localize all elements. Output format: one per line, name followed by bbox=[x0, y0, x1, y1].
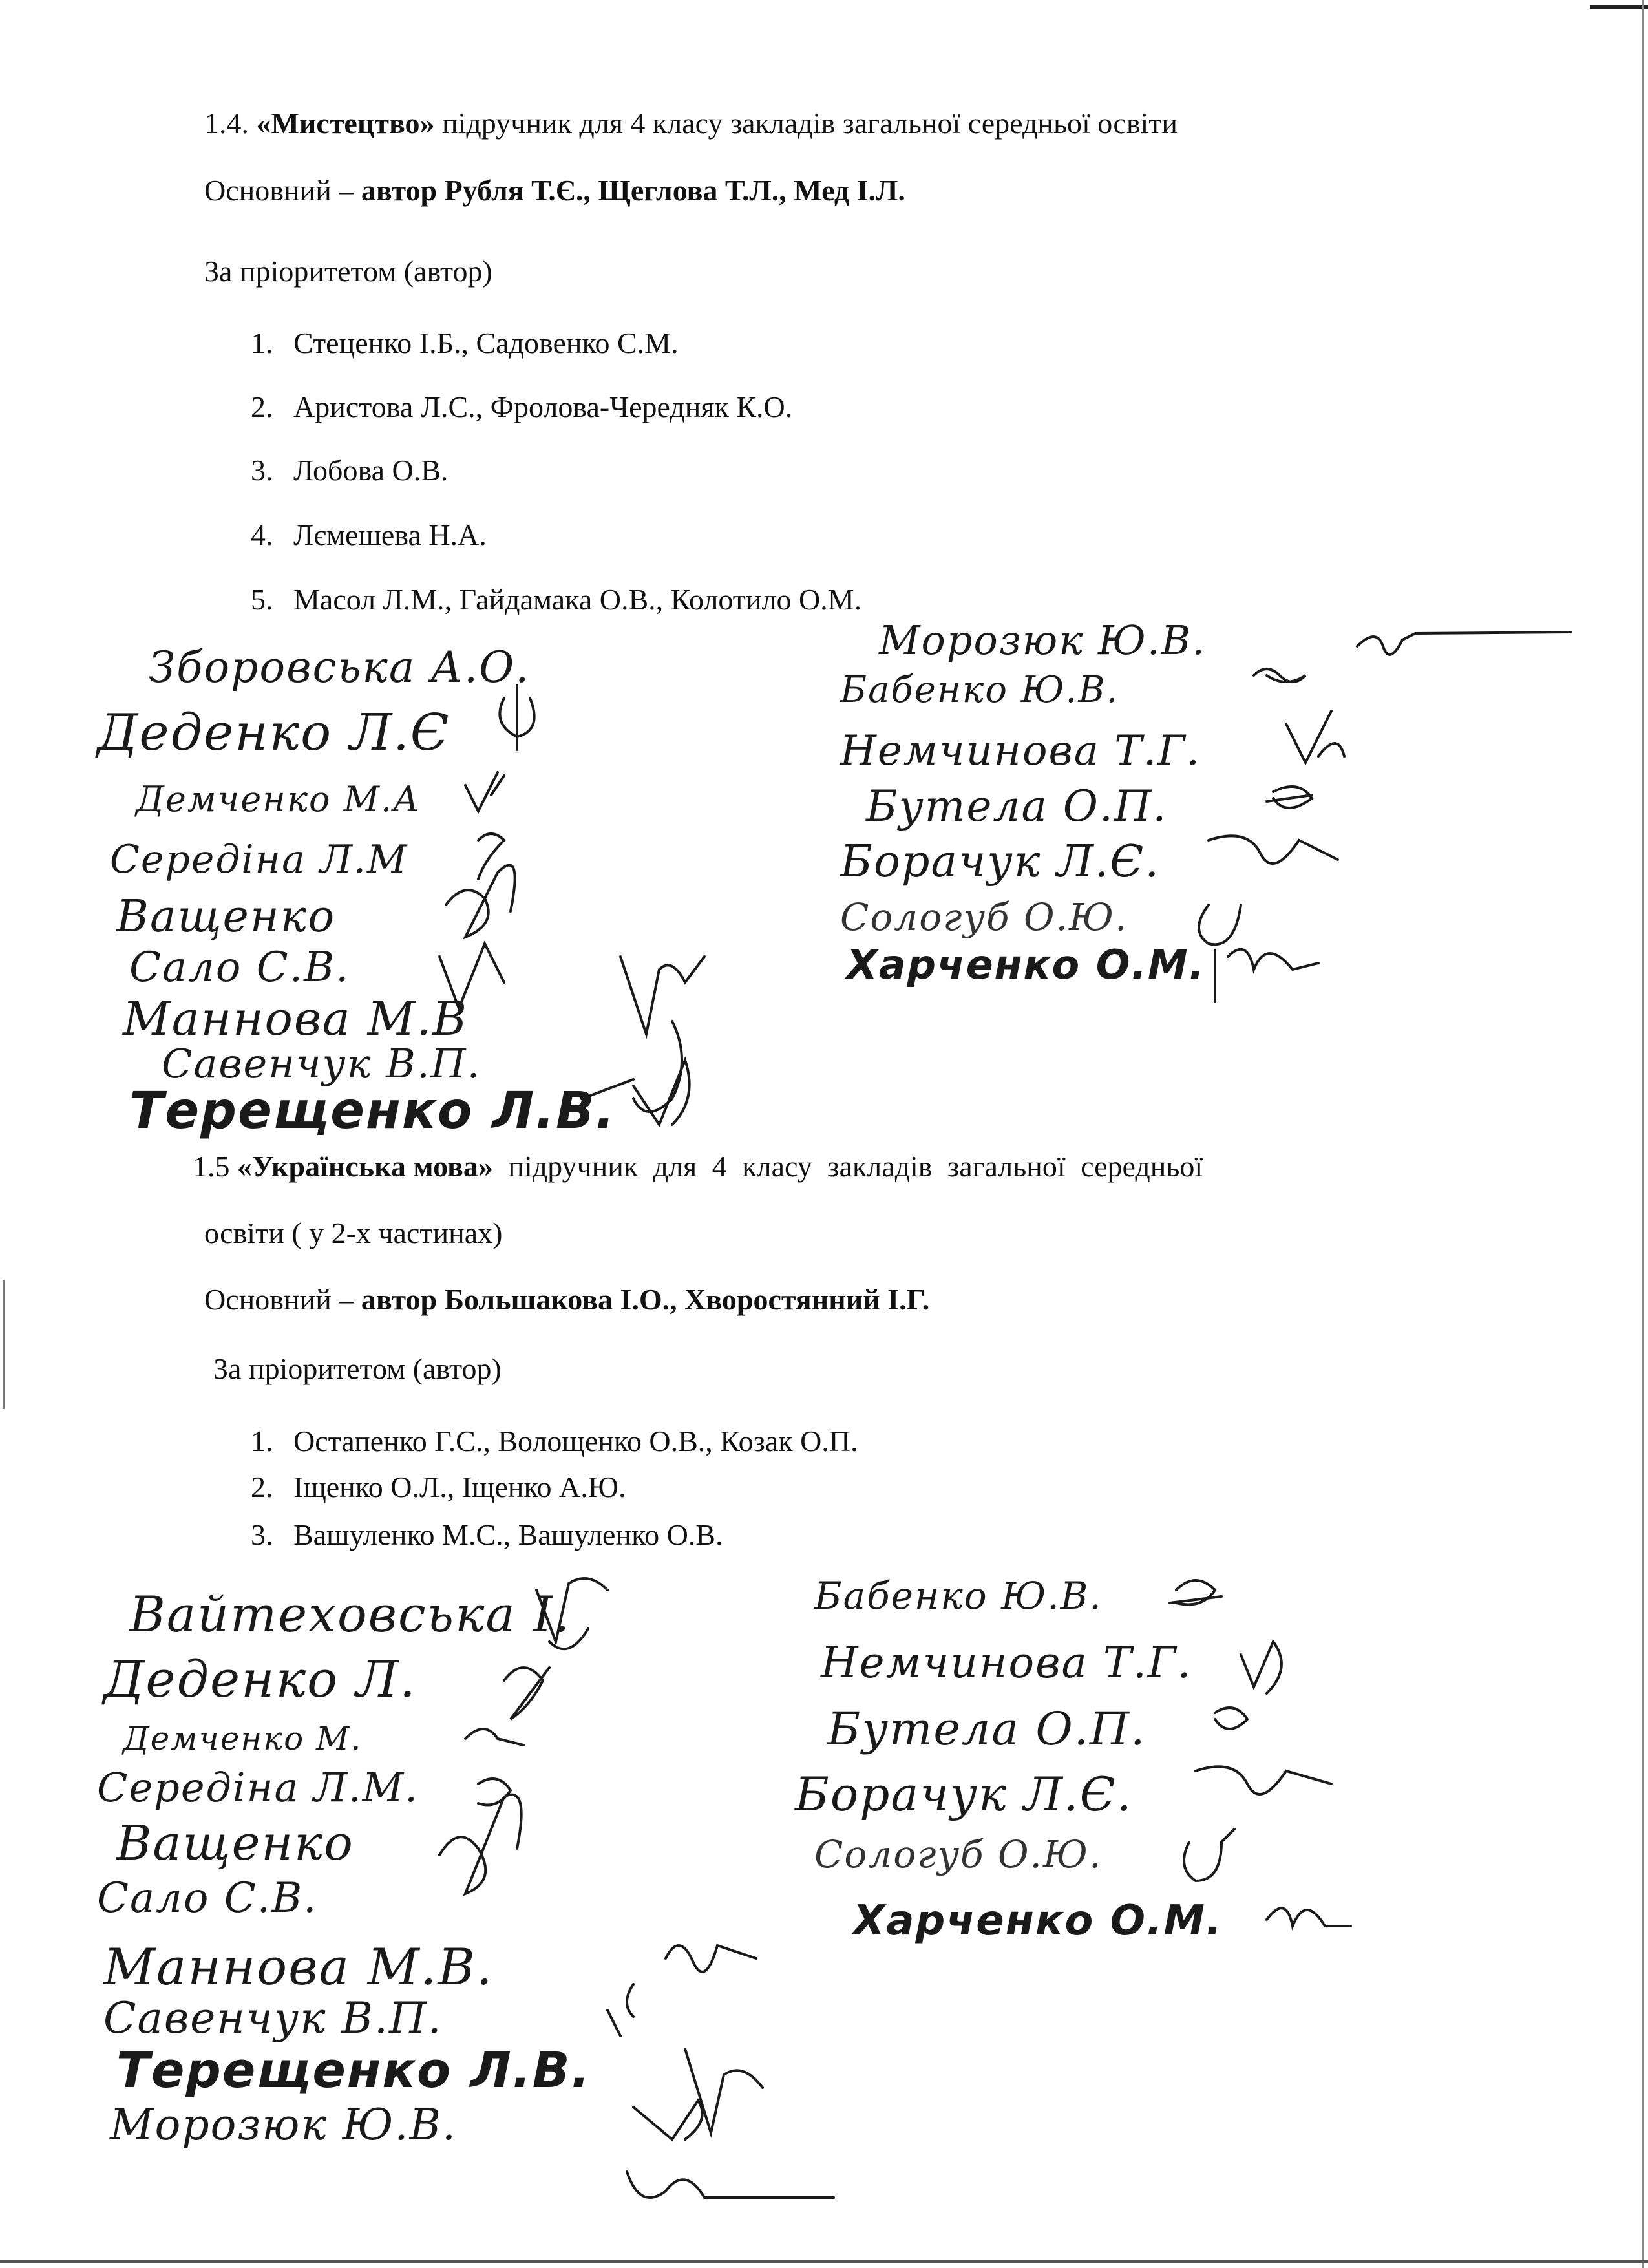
signature: Деденко Л. bbox=[103, 1651, 417, 1709]
priority-item-5: 5. Масол Л.М., Гайдамака О.В., Колотило О.М. bbox=[251, 583, 862, 616]
signature: Бабенко Ю.В. bbox=[840, 669, 1119, 711]
priority-item-1: 1. Остапенко Г.С., Волощенко О.В., Козак О.П. bbox=[251, 1425, 858, 1457]
signature: Бутела О.П. bbox=[827, 1702, 1146, 1755]
signature: Немчинова Т.Г. bbox=[840, 727, 1201, 775]
signature: Морозюк Ю.В. bbox=[879, 617, 1206, 664]
signature: Савенчук В.П. bbox=[162, 1040, 481, 1087]
main-prefix: Основний – bbox=[204, 1283, 361, 1316]
signature: Савенчук В.П. bbox=[103, 1993, 443, 2043]
main-prefix: Основний – bbox=[204, 174, 361, 207]
signature: Терещенко Л.В. bbox=[116, 2041, 591, 2099]
section-1-5-heading bbox=[193, 1152, 1203, 1182]
signature: Морозюк Ю.В. bbox=[110, 2100, 458, 2150]
scan-edge-left bbox=[3, 1280, 5, 1409]
signature: Середіна Л.М bbox=[110, 837, 408, 882]
signature: Маннова М.В. bbox=[103, 1938, 494, 1997]
scribble bbox=[1215, 1708, 1247, 1729]
signature: Вайтеховська І. bbox=[129, 1585, 571, 1643]
signature: Терещенко Л.В. bbox=[129, 1082, 617, 1140]
signature: Борачук Л.Є. bbox=[795, 1767, 1133, 1821]
section-title: «Українська мова» bbox=[237, 1150, 493, 1183]
scribble bbox=[1215, 949, 1318, 1002]
signature: Бабенко Ю.В. bbox=[814, 1574, 1103, 1618]
scribble bbox=[1241, 1642, 1282, 1693]
main-author: автор Большакова І.О., Хворостянний І.Г. bbox=[361, 1283, 930, 1316]
main-author: автор Рубля Т.Є., Щеглова Т.Л., Мед І.Л. bbox=[361, 174, 905, 207]
scribble bbox=[633, 2101, 703, 2139]
section-number: 1.5 bbox=[193, 1150, 230, 1183]
main-author-line bbox=[204, 1285, 929, 1315]
scribble bbox=[1267, 787, 1312, 808]
signature: Бутела О.П. bbox=[866, 781, 1168, 831]
signature: Ващенко bbox=[116, 1816, 354, 1871]
section-title: «Мистецтво» bbox=[256, 107, 435, 140]
scribble bbox=[620, 957, 704, 1034]
scribble bbox=[439, 944, 504, 1008]
scribble bbox=[582, 1079, 633, 1099]
signature: Демченко М. bbox=[123, 1720, 363, 1757]
signature: Харченко О.М. bbox=[847, 941, 1206, 988]
signature: Харченко О.М. bbox=[853, 1897, 1223, 1945]
signature: Середіна Л.М. bbox=[97, 1764, 419, 1811]
section-description: підручник для 4 класу закладів загальної середньої освіти bbox=[434, 107, 1178, 140]
signature-scribbles bbox=[0, 1551, 1648, 2262]
scribble bbox=[1209, 836, 1338, 864]
priority-item-2: 2. Аристова Л.С., Фролова-Чередняк К.О. bbox=[251, 390, 793, 423]
scribble bbox=[439, 1795, 522, 1894]
signature: Демченко М.А bbox=[136, 779, 421, 820]
scribble bbox=[465, 1729, 523, 1745]
scribble bbox=[685, 2049, 763, 2133]
section-description: підручник для 4 класу закладів загальної середньої bbox=[492, 1150, 1203, 1183]
scribble bbox=[1286, 711, 1344, 763]
scribble bbox=[1196, 1766, 1331, 1794]
signature: Борачук Л.Є. bbox=[840, 836, 1160, 887]
priority-heading: За пріоритетом (автор) bbox=[204, 255, 492, 288]
scribble bbox=[504, 1668, 549, 1719]
scribble bbox=[536, 1578, 607, 1649]
scribble bbox=[1254, 669, 1305, 682]
signature: Сало С.В. bbox=[97, 1874, 318, 1922]
section-number: 1.4. bbox=[204, 107, 249, 140]
scribble bbox=[500, 685, 534, 750]
priority-item-2: 2. Іщенко О.Л., Іщенко А.Ю. bbox=[251, 1470, 626, 1503]
scribble bbox=[1170, 1580, 1221, 1605]
scribble bbox=[1357, 632, 1570, 655]
signature: Маннова М.В bbox=[123, 991, 469, 1046]
scribble bbox=[633, 1060, 690, 1125]
signature: Ващенко bbox=[116, 891, 336, 942]
scribble bbox=[1184, 1829, 1234, 1881]
scribble bbox=[478, 1779, 511, 1805]
signature: Сологуб О.Ю. bbox=[814, 1832, 1103, 1876]
scribble bbox=[627, 2172, 834, 2198]
signature: Немчинова Т.Г. bbox=[821, 1638, 1192, 1688]
priority-item-1: 1. Стеценко І.Б., Садовенко С.М. bbox=[251, 326, 679, 359]
scribble bbox=[465, 772, 504, 811]
priority-heading: За пріоритетом (автор) bbox=[213, 1352, 502, 1385]
scribble bbox=[607, 1984, 633, 2036]
priority-item-3: 3. Лобова О.В. bbox=[251, 454, 449, 487]
scribble bbox=[1199, 905, 1241, 944]
signature: Сологуб О.Ю. bbox=[840, 895, 1128, 939]
scribble bbox=[666, 1945, 756, 1972]
section-description-line-2: освіти ( у 2-х частинах) bbox=[204, 1216, 503, 1249]
scribble bbox=[478, 834, 504, 879]
priority-item-4: 4. Лємешева Н.А. bbox=[251, 518, 487, 551]
signature: Деденко Л.Є bbox=[97, 704, 450, 762]
priority-item-3: 3. Вашуленко М.С., Вашуленко О.В. bbox=[251, 1518, 723, 1551]
scribble bbox=[1267, 1908, 1351, 1926]
signature: Сало С.В. bbox=[129, 944, 350, 991]
signature: Зборовська А.О. bbox=[149, 642, 531, 692]
